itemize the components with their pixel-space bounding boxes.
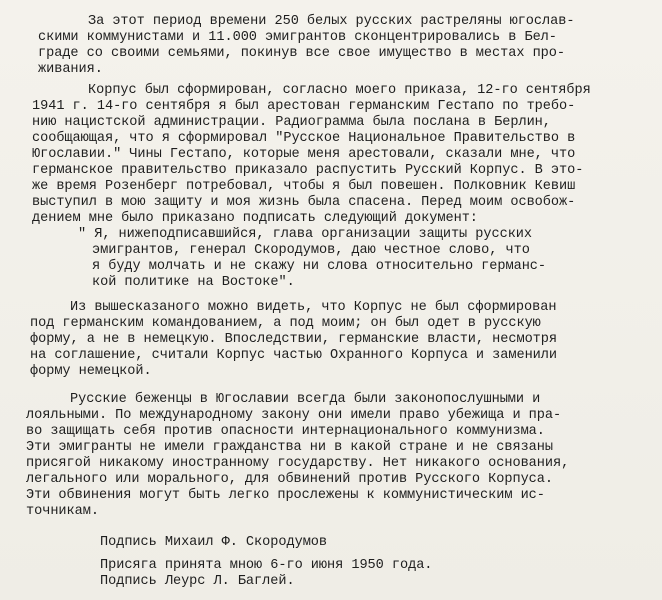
text-line: форму немецкой. — [30, 364, 152, 379]
text-line: легального или морального, для обвинений против Русского Корпуса. — [26, 472, 553, 487]
text-line: Корпус был сформирован, согласно моего приказа, 12-го сентября — [88, 83, 591, 98]
text-line: нию нацистской администрации. Радиограмма была послана в Берлин, — [32, 115, 551, 130]
text-line: Эти обвинения могут быть легко прослежены к коммунистическим ис- — [26, 488, 545, 503]
text-line: же время Розенберг потребовал, чтобы я был повешен. Полковник Кевиш — [32, 179, 576, 194]
text-line: Эти эмигранты не имели гражданства ни в какой стране и не связаны — [26, 440, 553, 455]
text-line: скими коммунистами и 11.000 эмигрантов сконцентрировались в Бел- — [38, 30, 557, 45]
text-line: во защищать себя против опасности интернационального коммунизма. — [26, 424, 545, 439]
text-line: под германским командованием, а под моим; он был одет в русскую — [30, 316, 541, 331]
quote-line: кой политике на Востоке". — [92, 275, 295, 290]
text-line: Русские беженцы в Югославии всегда были законопослушными и — [70, 392, 541, 407]
text-line: 1941 г. 14-го сентября я был арестован германским Гестапо по требо- — [32, 99, 576, 114]
oath-line: Присяга принята мною 6-го июня 1950 года. — [100, 558, 433, 573]
text-line: выступил в мою защиту и моя жизнь была спасена. Перед моим освобож- — [32, 195, 576, 210]
text-line: За этот период времени 250 белых русских растреляны югослав- — [88, 14, 575, 29]
quote-line: я буду молчать и не скажу ни слова относительно германс- — [92, 259, 547, 274]
text-line: дением мне было приказано подписать следующий документ: — [32, 211, 478, 226]
text-line: форму, а не в немецкую. Впоследствии, германские власти, несмотря — [30, 332, 557, 347]
text-line: присягой никакому иностранному государству. Нет никакого основания, — [26, 456, 570, 471]
quote-line: " Я, нижеподписавшийся, глава организации защиты русских — [78, 227, 533, 242]
text-line: Югославии." Чины Гестапо, которые меня арестовали, сказали мне, что — [32, 147, 576, 162]
text-line: живания. — [38, 62, 103, 77]
text-line: на соглашение, считали Корпус частью Охранного Корпуса и заменили — [30, 348, 557, 363]
signature-line: Подпись Михаил Ф. Скородумов — [100, 535, 328, 550]
quote-line: эмигрантов, генерал Скородумов, даю честное слово, что — [92, 243, 530, 258]
text-line: точникам. — [26, 504, 99, 519]
text-line: граде со своими семьями, покинув все свое имущество в местах про- — [38, 46, 565, 61]
text-line: Из вышесказаного можно видеть, что Корпус не был сформирован — [70, 300, 557, 315]
text-line: сообщающая, что я сформировал "Русское Национальное Правительство в — [32, 131, 576, 146]
text-line: германское правительство приказало распустить Русский Корпус. В это- — [32, 163, 584, 178]
oath-signature-line: Подпись Леурс Л. Баглей. — [100, 574, 295, 589]
text-line: лояльными. По международному закону они имели право убежища и пра- — [26, 408, 562, 423]
